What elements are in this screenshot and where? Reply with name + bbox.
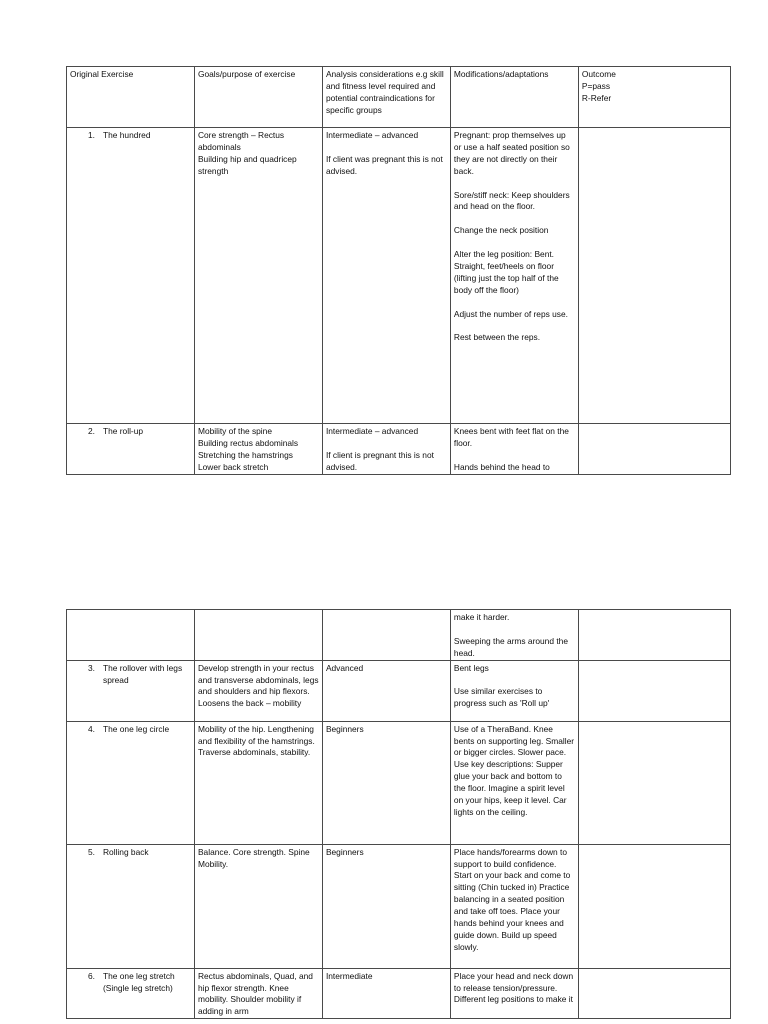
table-header-row <box>67 67 731 128</box>
exercise-number: 1. <box>88 130 95 140</box>
table-row <box>67 424 731 475</box>
outcome-cell <box>578 424 730 475</box>
table-row <box>67 660 731 721</box>
table-row <box>67 128 731 424</box>
outcome-cell <box>578 610 730 661</box>
modifications-cell: Place your head and neck down to release tension/pressure. Different leg positions to make it <box>450 968 578 1019</box>
header-goals: Goals/purpose of exercise <box>194 67 322 128</box>
exercise-number: 4. <box>88 723 95 734</box>
table-row <box>67 610 731 661</box>
goals-cell: Core strength – Rectus abdominals Building hip and quadricep strength <box>194 128 322 424</box>
modifications-cell: Bent legs Use similar exercises to progress such as 'Roll up' <box>450 660 578 721</box>
analysis-cell: Intermediate – advanced If client was pregnant this is not advised. <box>322 128 450 424</box>
header-outcome: Outcome P=pass R-Refer <box>578 67 730 128</box>
exercise-name: The hundred <box>103 130 151 140</box>
exercise-cell <box>67 660 195 721</box>
goals-cell: Develop strength in your rectus and transverse abdominals, legs and shoulders and hip flexors. Loosens the back – mobility <box>194 660 322 721</box>
goals-cell: Rectus abdominals, Quad, and hip flexor strength. Knee mobility. Shoulder mobility if adding in arm <box>194 968 322 1019</box>
goals-cell <box>194 610 322 661</box>
outcome-cell <box>578 968 730 1019</box>
modifications-cell: Knees bent with feet flat on the floor. Hands behind the head to <box>450 424 578 475</box>
exercise-cell <box>67 424 195 475</box>
modifications-cell: Place hands/forearms down to support to build confidence. Start on your back and come to sitting (Chin tucked in) Practice balancing in a seated position and take off toes. Place your hands behind your knees and guide down. Build up speed slowly. <box>450 844 578 968</box>
exercise-cell <box>67 128 195 424</box>
analysis-cell: Intermediate – advanced If client is pregnant this is not advised. <box>322 424 450 475</box>
analysis-cell: Advanced <box>322 660 450 721</box>
header-original-exercise: Original Exercise <box>67 67 195 128</box>
outcome-cell <box>578 128 730 424</box>
analysis-cell: Beginners <box>322 721 450 844</box>
header-analysis: Analysis considerations e.g skill and fitness level required and potential contraindications for specific groups <box>322 67 450 128</box>
exercise-cell <box>67 844 195 968</box>
exercise-name: The roll-up <box>103 426 144 436</box>
exercise-name: The rollover with legs spread <box>103 662 183 685</box>
goals-cell: Mobility of the hip. Lengthening and flexibility of the hamstrings. Traverse abdominals, stability. <box>194 721 322 844</box>
outcome-cell <box>578 721 730 844</box>
exercise-number: 6. <box>88 970 95 981</box>
goals-cell: Balance. Core strength. Spine Mobility. <box>194 844 322 968</box>
analysis-cell: Beginners <box>322 844 450 968</box>
exercise-name: Rolling back <box>103 846 149 857</box>
modifications-cell: Pregnant: prop themselves up or use a half seated position so they are not directly on their back. Sore/stiff neck: Keep shoulders and head on the floor. Change the neck position Alter the leg position: Bent. Straight, feet/heels on floor (lifting just the top half of the body off the floor) Adjust the number of reps use. Rest between the reps. <box>450 128 578 424</box>
outcome-cell <box>578 660 730 721</box>
exercise-cell <box>67 721 195 844</box>
table-row <box>67 968 731 1019</box>
exercise-name: The one leg stretch (Single leg stretch) <box>103 970 175 993</box>
exercise-number: 2. <box>88 426 95 436</box>
exercise-number: 5. <box>88 846 95 857</box>
analysis-cell: Intermediate <box>322 968 450 1019</box>
goals-cell: Mobility of the spine Building rectus abdominals Stretching the hamstrings Lower back stretch <box>194 424 322 475</box>
table-row <box>67 844 731 968</box>
exercise-table-page-1 <box>66 66 731 475</box>
table-row <box>67 721 731 844</box>
modifications-cell: make it harder. Sweeping the arms around the head. <box>450 610 578 661</box>
exercise-number: 3. <box>88 662 95 673</box>
modifications-cell: Use of a TheraBand. Knee bents on supporting leg. Smaller or bigger circles. Slower pace. Use key descriptions: Supper glue your back and bottom to the floor. Imagine a spirit level on your hips, keep it level. Car lights on the ceiling. <box>450 721 578 844</box>
exercise-cell <box>67 968 195 1019</box>
header-modifications: Modifications/adaptations <box>450 67 578 128</box>
exercise-cell <box>67 610 195 661</box>
analysis-cell <box>322 610 450 661</box>
outcome-cell <box>578 844 730 968</box>
exercise-name: The one leg circle <box>103 723 170 734</box>
exercise-table-page-2 <box>66 609 731 1019</box>
